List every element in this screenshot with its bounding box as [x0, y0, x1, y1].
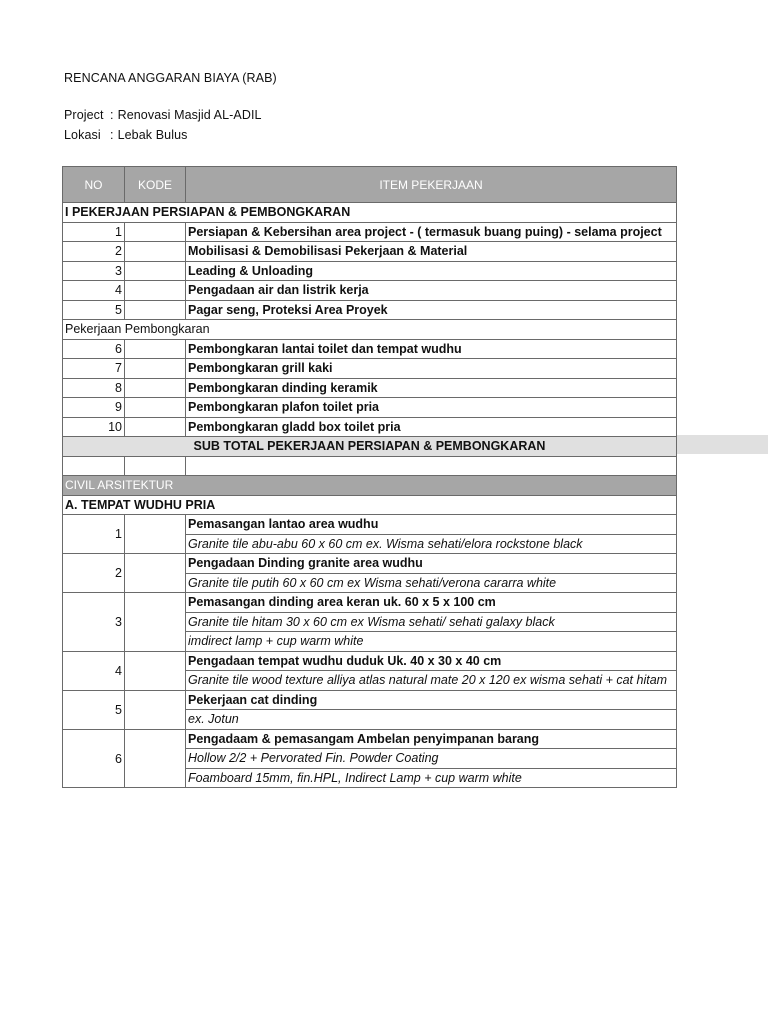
group-kode: [124, 592, 186, 652]
row-no: 7: [62, 358, 125, 379]
row-item: Persiapan & Kebersihan area project - ( termasuk buang puing) - selama project: [185, 222, 677, 243]
group-no: 2: [62, 553, 125, 593]
row-kode: [124, 417, 186, 438]
group-kode: [124, 514, 186, 554]
column-header-kode: KODE: [124, 166, 186, 203]
lokasi-line: Lokasi : Lebak Bulus: [64, 128, 188, 142]
project-line: Project : Renovasi Masjid AL-ADIL: [64, 108, 262, 122]
group-title: Pekerjaan cat dinding: [185, 690, 677, 711]
row-item: Pembongkaran plafon toilet pria: [185, 397, 677, 418]
row-no: 1: [62, 222, 125, 243]
group-spec: Granite tile hitam 30 x 60 cm ex Wisma sehati/ sehati galaxy black: [185, 612, 677, 633]
section-title: I PEKERJAAN PERSIAPAN & PEMBONGKARAN: [62, 202, 677, 223]
row-no: 9: [62, 397, 125, 418]
group-title: Pemasangan lantao area wudhu: [185, 514, 677, 535]
group-title: Pengadaan tempat wudhu duduk Uk. 40 x 30 x 40 cm: [185, 651, 677, 672]
blank-kode: [124, 456, 186, 477]
row-item: Pembongkaran lantai toilet dan tempat wudhu: [185, 339, 677, 360]
row-kode: [124, 261, 186, 282]
row-kode: [124, 280, 186, 301]
row-no: 3: [62, 261, 125, 282]
group-title: Pengadaan Dinding granite area wudhu: [185, 553, 677, 574]
column-header-no: NO: [62, 166, 125, 203]
group-kode: [124, 553, 186, 593]
group-spec: Granite tile abu-abu 60 x 60 cm ex. Wisma sehati/elora rockstone black: [185, 534, 677, 555]
row-no: 10: [62, 417, 125, 438]
group-spec: Hollow 2/2 + Pervorated Fin. Powder Coating: [185, 748, 677, 769]
row-kode: [124, 358, 186, 379]
subsection-title: A. TEMPAT WUDHU PRIA: [62, 495, 677, 516]
row-item: Pembongkaran grill kaki: [185, 358, 677, 379]
row-item: Pagar seng, Proteksi Area Proyek: [185, 300, 677, 321]
group-no: 5: [62, 690, 125, 730]
subgroup-title: Pekerjaan Pembongkaran: [62, 319, 677, 340]
section-civil-title: CIVIL ARSITEKTUR: [62, 475, 677, 496]
project-label: Project: [64, 108, 104, 122]
subtotal-row: SUB TOTAL PEKERJAAN PERSIAPAN & PEMBONGKARAN: [62, 436, 677, 457]
row-no: 8: [62, 378, 125, 399]
row-kode: [124, 241, 186, 262]
group-no: 1: [62, 514, 125, 554]
group-no: 4: [62, 651, 125, 691]
group-kode: [124, 651, 186, 691]
group-spec: Granite tile putih 60 x 60 cm ex Wisma sehati/verona cararra white: [185, 573, 677, 594]
group-no: 3: [62, 592, 125, 652]
row-no: 6: [62, 339, 125, 360]
lokasi-label: Lokasi: [64, 128, 101, 142]
row-kode: [124, 300, 186, 321]
row-item: Mobilisasi & Demobilisasi Pekerjaan & Material: [185, 241, 677, 262]
row-item: Pembongkaran gladd box toilet pria: [185, 417, 677, 438]
row-no: 5: [62, 300, 125, 321]
group-spec: Foamboard 15mm, fin.HPL, Indirect Lamp + cup warm white: [185, 768, 677, 789]
row-item: Leading & Unloading: [185, 261, 677, 282]
project-value: Renovasi Masjid AL-ADIL: [117, 108, 262, 122]
group-kode: [124, 729, 186, 789]
group-kode: [124, 690, 186, 730]
row-no: 4: [62, 280, 125, 301]
group-title: Pemasangan dinding area keran uk. 60 x 5 x 100 cm: [185, 592, 677, 613]
row-kode: [124, 339, 186, 360]
group-spec: Granite tile wood texture alliya atlas natural mate 20 x 120 ex wisma sehati + cat hitam: [185, 670, 677, 691]
row-item: Pembongkaran dinding keramik: [185, 378, 677, 399]
group-no: 6: [62, 729, 125, 789]
row-item: Pengadaan air dan listrik kerja: [185, 280, 677, 301]
column-header-item: ITEM PEKERJAAN: [185, 166, 677, 203]
row-no: 2: [62, 241, 125, 262]
row-kode: [124, 222, 186, 243]
blank-item: [185, 456, 677, 477]
group-title: Pengadaam & pemasangam Ambelan penyimpanan barang: [185, 729, 677, 750]
row-kode: [124, 378, 186, 399]
group-spec: ex. Jotun: [185, 709, 677, 730]
document-title: RENCANA ANGGARAN BIAYA (RAB): [64, 71, 277, 85]
lokasi-value: Lebak Bulus: [117, 128, 188, 142]
row-kode: [124, 397, 186, 418]
group-spec: imdirect lamp + cup warm white: [185, 631, 677, 652]
blank-no: [62, 456, 125, 477]
